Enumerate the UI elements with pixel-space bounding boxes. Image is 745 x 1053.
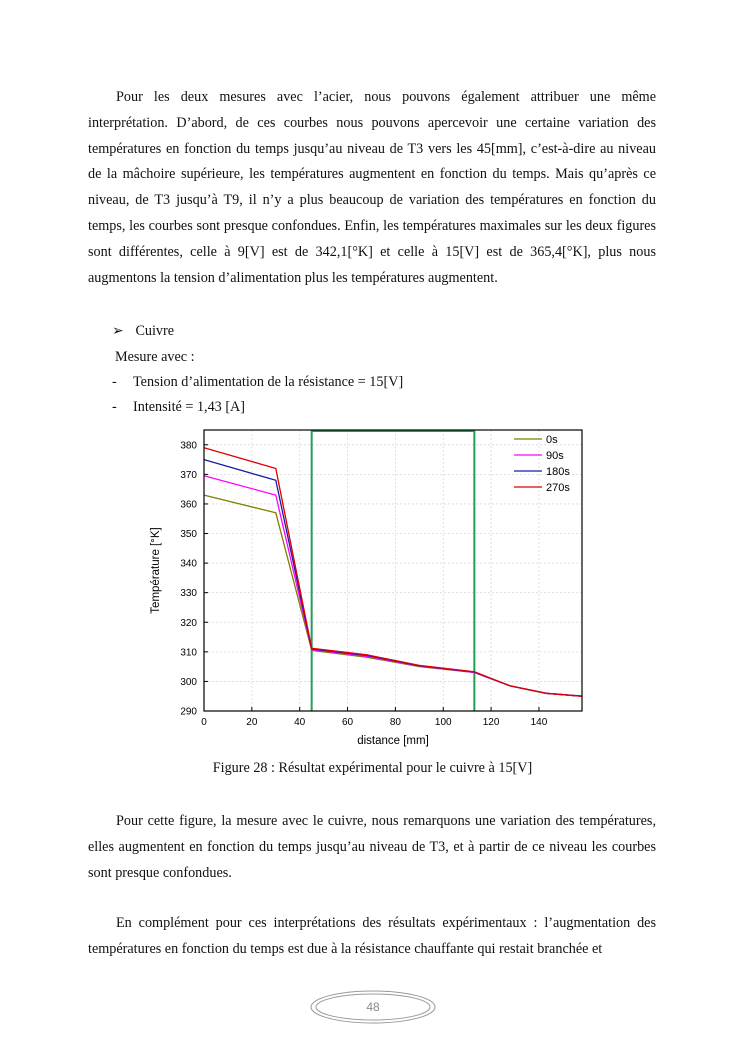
y-axis-label: Température [°K]	[150, 527, 162, 614]
y-tick-label: 380	[180, 440, 197, 452]
paragraph-complement: En complément pour ces interprétations des résultats expérimentaux : l’augmentation des températures en fonction du temps est due à la résistance chauffante qui restait branchée et	[88, 915, 656, 957]
x-axis-label: distance [mm]	[357, 735, 429, 747]
x-tick-label: 40	[294, 717, 306, 728]
x-tick-label: 140	[530, 717, 548, 728]
paragraph-copper-observation: Pour cette figure, la mesure avec le cuivre, nous remarquons une variation des températures, elles augmentent en fonction du temps jusqu’au niveau de T3, et à partir de ce niveau les courbes sont presque confondues.	[88, 813, 656, 881]
y-tick-label: 320	[180, 617, 197, 629]
y-tick-label: 370	[180, 469, 197, 481]
page-number: 48	[366, 1000, 380, 1014]
y-tick-label: 310	[180, 647, 197, 659]
x-tick-label: 80	[389, 717, 401, 728]
list-item-voltage	[112, 372, 404, 392]
measure-intro: Mesure avec :	[115, 349, 195, 365]
list-item-current-text: Intensité = 1,43 [A]	[133, 399, 246, 415]
y-tick-label: 290	[180, 706, 197, 718]
chart-svg	[145, 425, 590, 755]
legend-label-0s: 0s	[546, 434, 558, 446]
figure-caption: Figure 28 : Résultat expérimental pour le cuivre à 15[V]	[212, 760, 533, 776]
y-tick-label: 340	[180, 558, 197, 570]
y-tick-label: 350	[180, 529, 197, 541]
temperature-chart	[145, 425, 590, 755]
legend-label-180s: 180s	[546, 466, 570, 478]
x-tick-label: 20	[246, 717, 258, 728]
y-tick-label: 300	[180, 676, 197, 688]
x-tick-label: 120	[482, 717, 500, 728]
list-item-current	[112, 397, 246, 417]
y-tick-label: 330	[180, 588, 197, 600]
arrow-bullet-icon: ➢	[112, 323, 124, 339]
paragraph-steel-interpretation: Pour les deux mesures avec l’acier, nous pouvons également attribuer une même interprétation. D’abord, de ces courbes nous pouvons apercevoir une certaine variation des températures en fonction du temps jusqu’au niveau de T3 vers les 45[mm], c’est-à-dire au niveau de la mâchoire supérieure, les températures augmentent en fonction du temps. Mais qu’après ce niveau, de T3 jusqu’à T9, il n’y a plus beaucoup de variation des températures en fonction du temps, les courbes sont presque confondues. Enfin, les températures maximales sur les deux figures sont différentes, celle à 9[V] est de 342,1[°K] et celle à 15[V] est de 365,4[°K], plus nous augmentons la tension d’alimentation plus les températures augmentent.	[88, 89, 656, 286]
dash-marker: -	[112, 374, 117, 390]
series-line-270s	[204, 448, 582, 697]
legend-label-90s: 90s	[546, 450, 564, 462]
bullet-label: Cuivre	[135, 323, 175, 339]
series-line-0s	[204, 495, 582, 696]
y-tick-label: 360	[180, 499, 197, 511]
x-tick-label: 0	[201, 717, 207, 728]
legend-label-270s: 270s	[546, 482, 570, 494]
x-tick-label: 100	[434, 717, 452, 728]
list-item-voltage-text: Tension d’alimentation de la résistance = 15[V]	[133, 374, 404, 390]
x-tick-label: 60	[341, 717, 354, 728]
dash-marker: -	[112, 399, 117, 415]
bullet-cuivre	[112, 321, 174, 341]
page-number-badge	[310, 990, 436, 1024]
plot-frame	[204, 430, 582, 711]
